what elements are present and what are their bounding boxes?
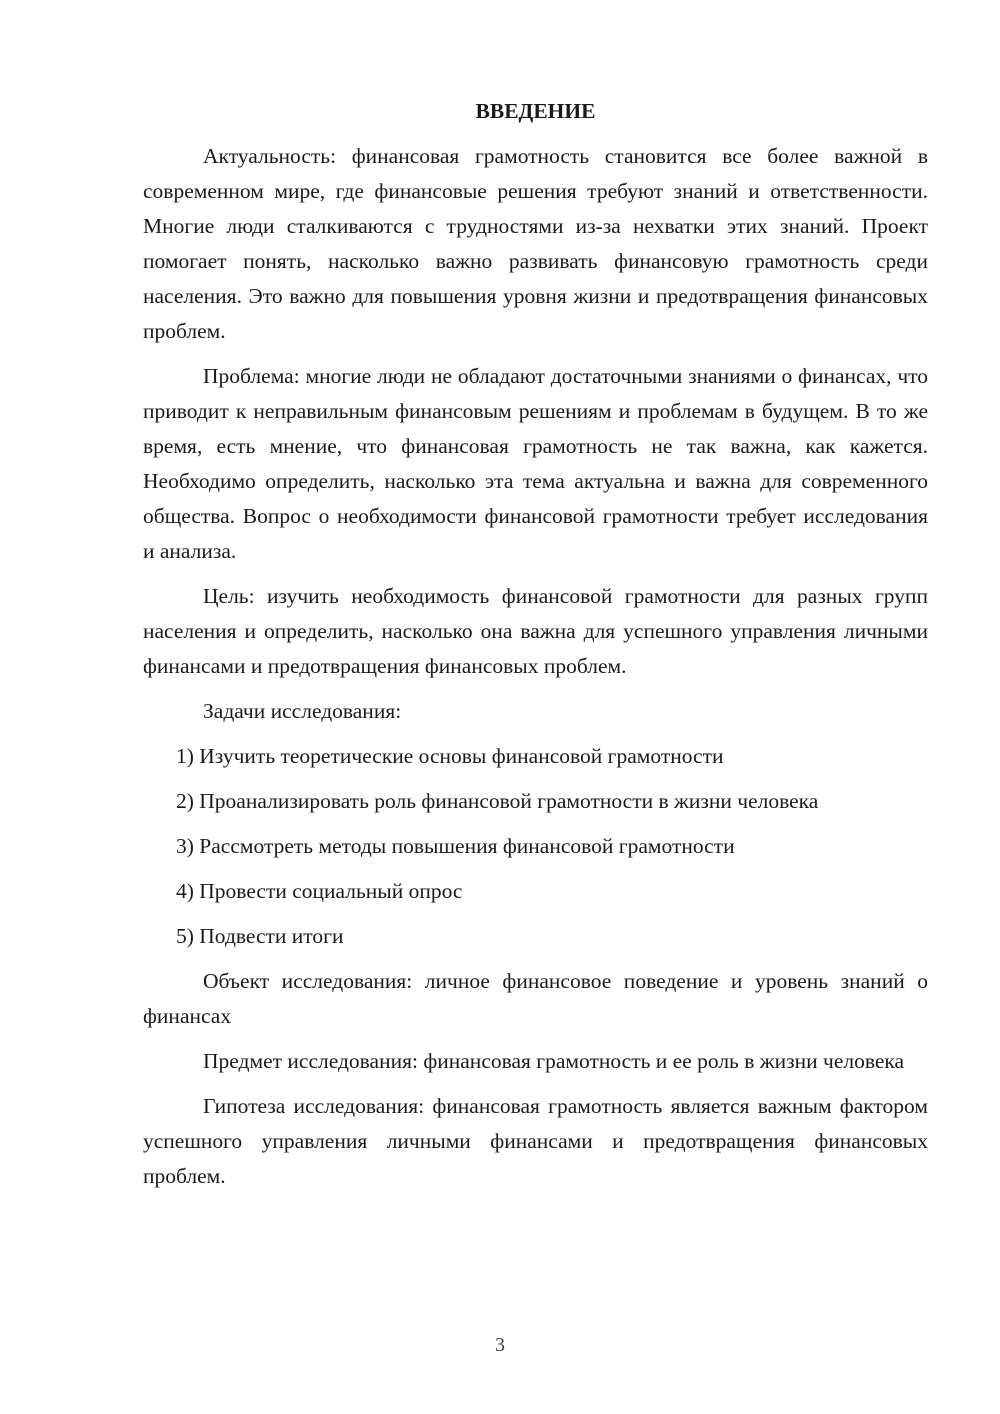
list-item: 1) Изучить теоретические основы финансовой грамотности — [176, 744, 724, 768]
tasks-heading: Задачи исследования: — [203, 699, 402, 723]
hypothesis-paragraph: Гипотеза исследования: финансовая грамотность является важным фактором успешного управления личными финансами и предотвращения финансовых проблем. — [143, 1094, 928, 1188]
subject-paragraph: Предмет исследования: финансовая грамотность и ее роль в жизни человека — [203, 1049, 905, 1073]
page-number: 3 — [495, 1334, 505, 1356]
list-item: 4) Провести социальный опрос — [176, 879, 463, 903]
list-item: 3) Рассмотреть методы повышения финансовой грамотности — [176, 834, 735, 858]
section-title: ВВЕДЕНИЕ — [475, 99, 596, 123]
goal-paragraph: Цель: изучить необходимость финансовой грамотности для разных групп населения и определить, насколько она важна для успешного управления личными финансами и предотвращения финансовых проблем. — [143, 584, 928, 678]
problem-paragraph: Проблема: многие люди не обладают достаточными знаниями о финансах, что приводит к неправильным финансовым решениям и проблемам в будущем. В то же время, есть мнение, что финансовая грамотность не так важна, как кажется. Необходимо определить, насколько эта тема актуальна и важна для современного общества. Вопрос о необходимости финансовой грамотности требует исследования и анализа. — [143, 364, 928, 563]
list-item: 5) Подвести итоги — [176, 924, 344, 948]
task-list — [143, 739, 928, 954]
list-item: 2) Проанализировать роль финансовой грамотности в жизни человека — [176, 789, 819, 813]
object-paragraph: Объект исследования: личное финансовое поведение и уровень знаний о финансах — [143, 969, 928, 1028]
document-page — [143, 96, 928, 1204]
relevance-paragraph: Актуальность: финансовая грамотность становится все более важной в современном мире, где финансовые решения требуют знаний и ответственности. Многие люди сталкиваются с трудностями из-за нехватки этих знаний. Проект помогает понять, насколько важно развивать финансовую грамотность среди населения. Это важно для повышения уровня жизни и предотвращения финансовых проблем. — [143, 144, 928, 343]
